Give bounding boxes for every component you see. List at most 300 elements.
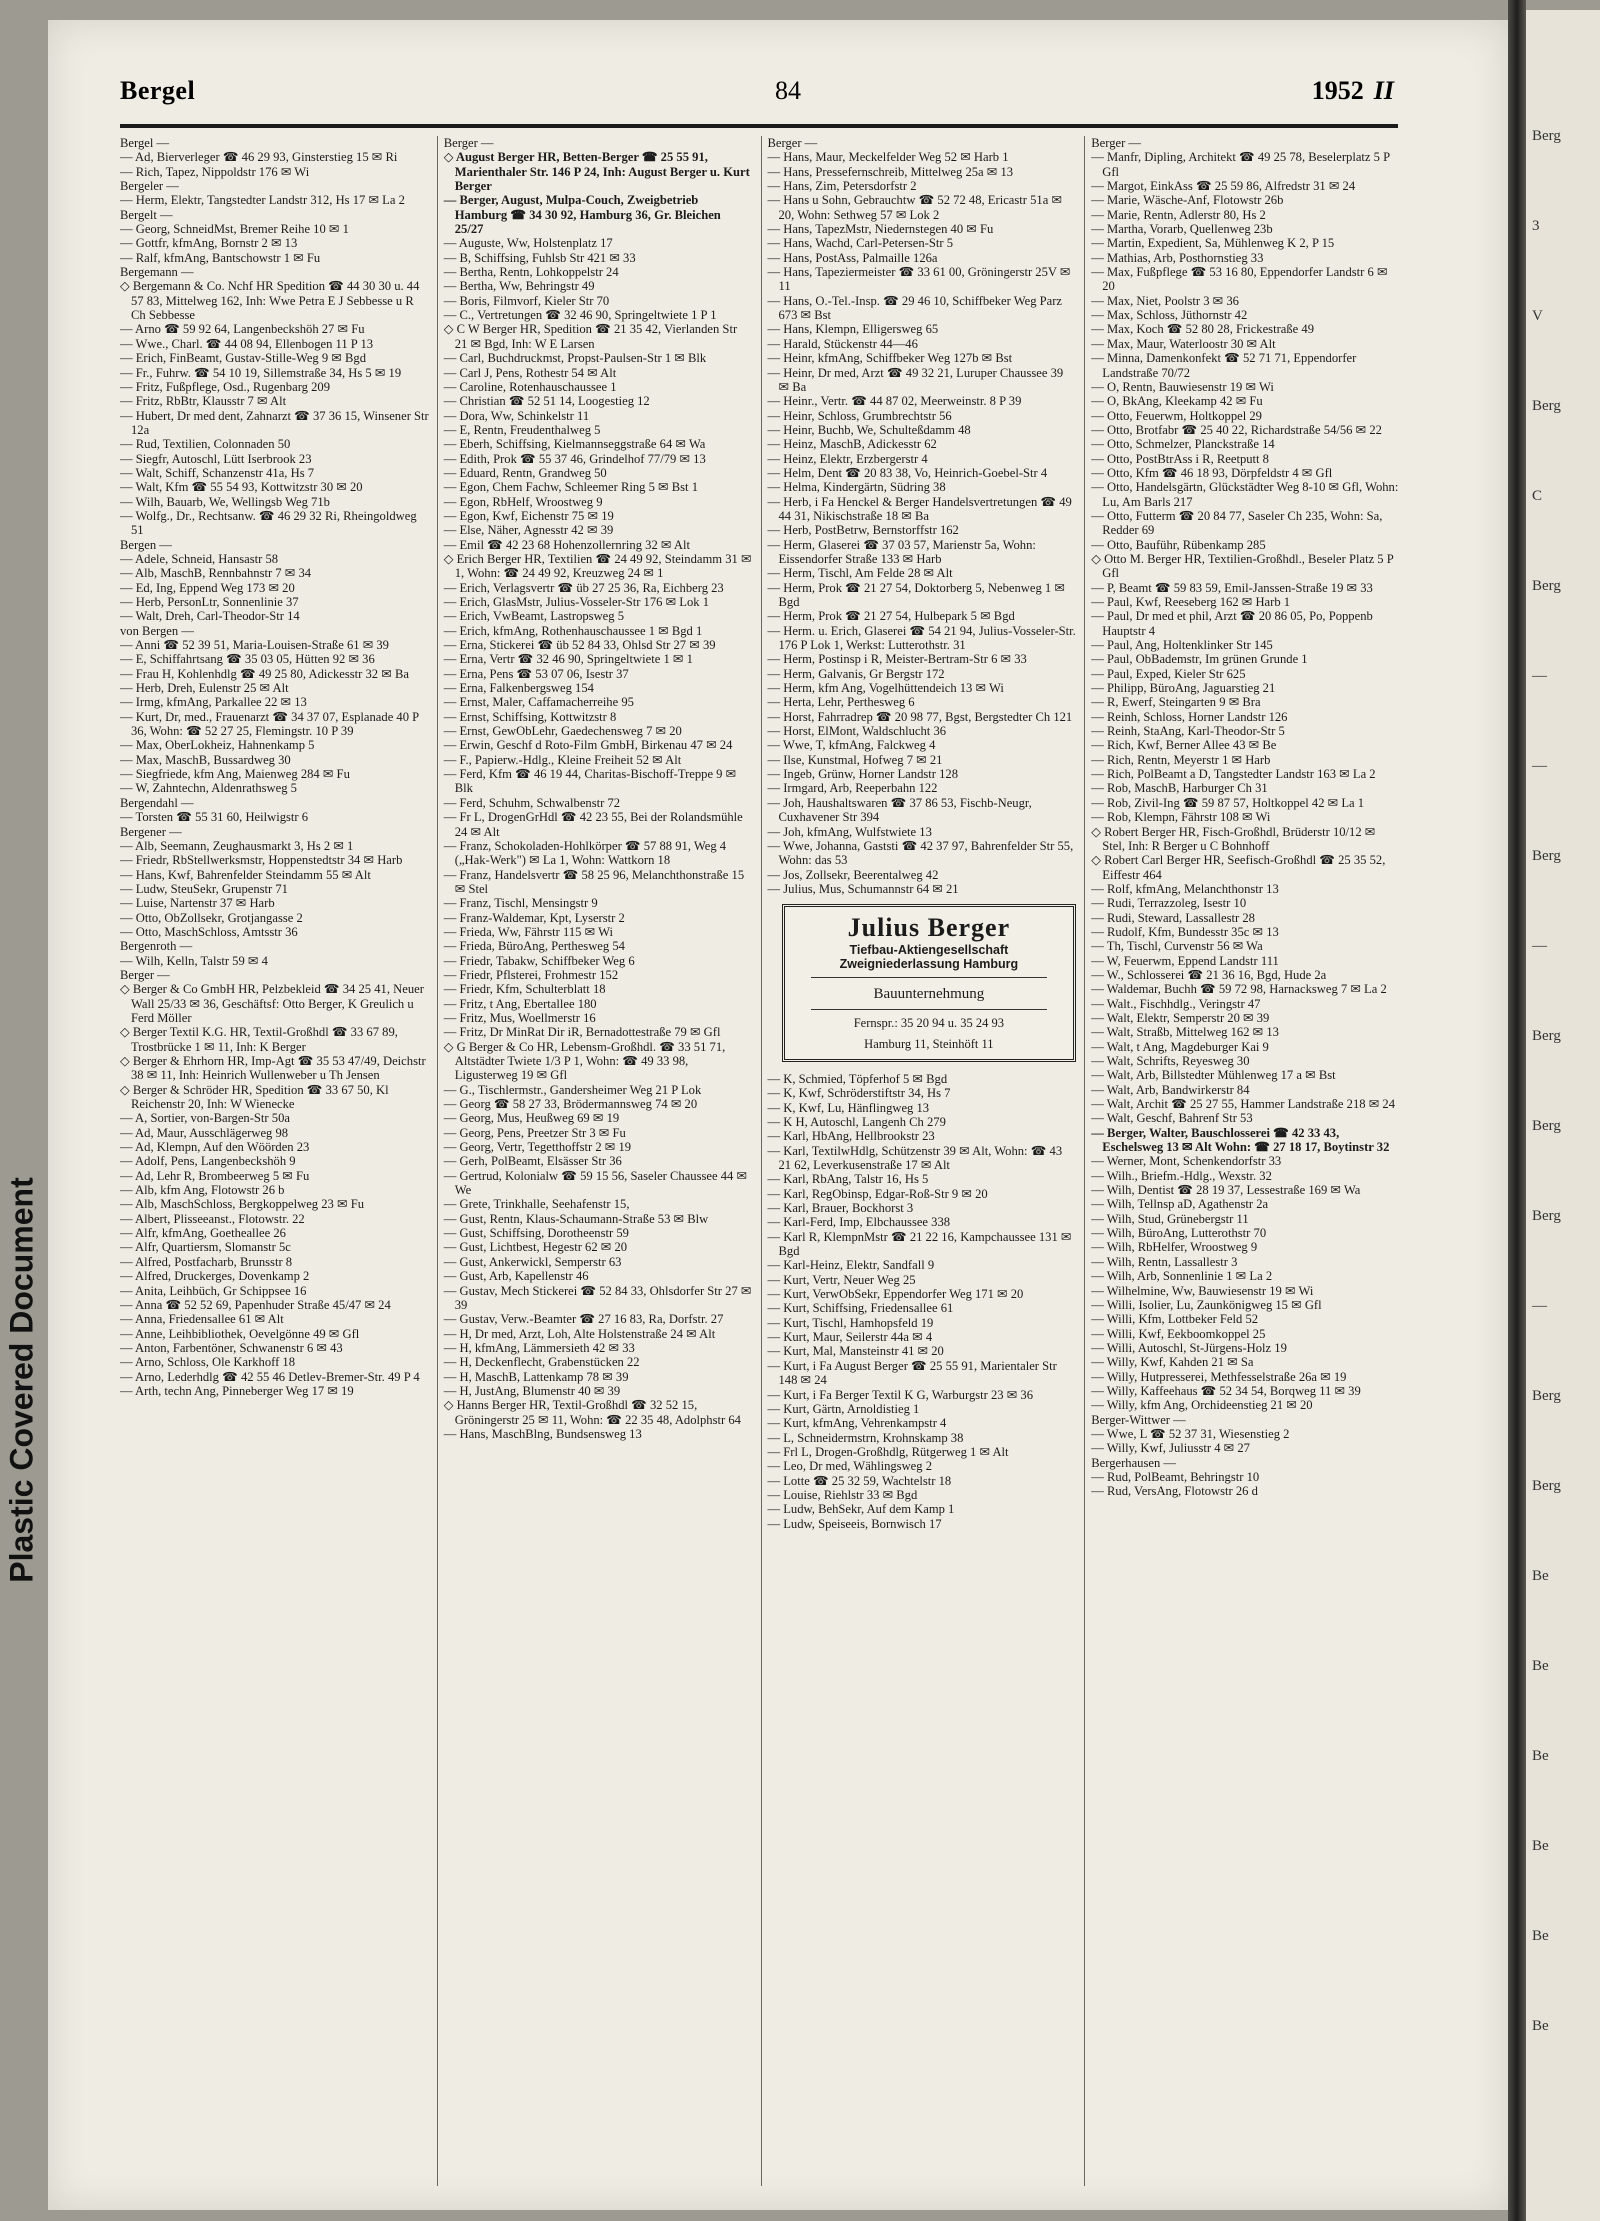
directory-entry: — Ernst, GewObLehr, Gaedechensweg 7 ✉ 20 (443, 724, 682, 739)
directory-entry: — Kurt, kfmAng, Vehrenkampstr 4 (767, 1416, 947, 1431)
directory-entry: — Philipp, BüroAng, Jaguarstieg 21 (1091, 681, 1276, 696)
directory-entry: — Willy, kfm Ang, Orchideenstieg 21 ✉ 20 (1091, 1398, 1313, 1413)
directory-entry: — Fritz, Dr MinRat Dir iR, Bernadottestraße 79 ✉ Gfl (443, 1025, 721, 1040)
directory-entry: — Heinr, Schloss, Grumbrechtstr 56 (767, 408, 952, 423)
directory-entry: — Gust, Rentn, Klaus-Schaumann-Straße 53 ✉ Blw (443, 1211, 709, 1226)
directory-entry: — Werner, Mont, Schenkendorfstr 33 (1091, 1154, 1282, 1169)
directory-entry: — Willi, Kwf, Eekboomkoppel 25 (1091, 1326, 1266, 1341)
directory-entry: — Lotte ☎ 25 32 59, Wachtelstr 18 (767, 1473, 952, 1488)
directory-entry: — Herb, Dreh, Eulenstr 25 ✉ Alt (120, 681, 289, 696)
directory-entry: — Manfr, Dipling, Architekt ☎ 49 25 78, Beselerplatz 5 P Gfl (1091, 150, 1390, 179)
adjacent-page-fragment: Berg (1532, 1208, 1561, 1224)
directory-entry: — Walt, Elektr, Semperstr 20 ✉ 39 (1091, 1010, 1270, 1025)
directory-entry: — Adele, Schneid, Hansastr 58 (120, 551, 279, 566)
surname-heading: Berger — (767, 136, 818, 150)
directory-entry: — W, Zahntechn, Aldenrathsweg 5 (120, 781, 297, 796)
directory-entry: — E, Rentn, Freudenthalweg 5 (443, 422, 601, 437)
directory-entry: — Heinr, kfmAng, Schiffbeker Weg 127b ✉ Bst (767, 351, 1013, 366)
directory-entry: — Siegfr, Autoschl, Lütt Iserbrook 23 (120, 451, 312, 466)
directory-entry: — Adolf, Pens, Langenbeckshöh 9 (120, 1154, 296, 1169)
directory-entry: — Hans, Tapeziermeister ☎ 33 61 00, Gröningerstr 25V ✉ 11 (767, 265, 1071, 294)
directory-entry: ◇ Berger & Ehrhorn HR, Imp-Agt ☎ 35 53 47/49, Deichstr 38 ✉ 11, Inh: Heinrich Wullenweber u Th Jensen (120, 1054, 426, 1083)
directory-entry: — Anna ☎ 52 52 69, Papenhuder Straße 45/47 ✉ 24 (120, 1297, 391, 1312)
directory-entry: — Erich, FinBeamt, Gustav-Stille-Weg 9 ✉ Bgd (120, 351, 366, 366)
directory-entry: — Willi, Isolier, Lu, Zaunkönigweg 15 ✉ Gfl (1091, 1297, 1322, 1312)
directory-entry: ◇ Robert Carl Berger HR, Seefisch-Großhdl ☎ 25 35 52, Eiffestr 464 (1091, 853, 1386, 882)
directory-entry: — Ernst, Schiffsing, Kottwitzstr 8 (443, 709, 617, 724)
directory-entry: — E, Schiffahrtsang ☎ 35 03 05, Hütten 92 ✉ 36 (120, 652, 375, 667)
directory-entry: — Ludw, BehSekr, Auf dem Kamp 1 (767, 1502, 955, 1517)
directory-entry: — Erna, Vertr ☎ 32 46 90, Springeltwiete 1 ✉ 1 (443, 652, 693, 667)
directory-entry: — Walt., Fischhdlg., Veringstr 47 (1091, 996, 1261, 1011)
directory-entry: — Ernst, Maler, Caffamacherreihe 95 (443, 695, 634, 710)
surname-heading: Bergeler — (120, 179, 179, 194)
directory-entry: — Alfred, Druckerges, Dovenkamp 2 (120, 1269, 310, 1284)
directory-entry: — Rob, Zivil-Ing ☎ 59 87 57, Holtkoppel 42 ✉ La 1 (1091, 795, 1365, 810)
directory-entry: — Rich, PolBeamt a D, Tangstedter Landstr 163 ✉ La 2 (1091, 767, 1376, 782)
directory-entry: — Wwe., Charl. ☎ 44 08 94, Ellenbogen 11 P 13 (120, 336, 374, 351)
surname-heading: Bergerhausen — (1091, 1455, 1176, 1470)
surname-heading: Bergelt — (120, 207, 173, 222)
directory-entry: — Marie, Rentn, Adlerstr 80, Hs 2 (1091, 207, 1266, 222)
directory-entry: — Reinh, StaAng, Karl-Theodor-Str 5 (1091, 724, 1285, 739)
directory-entry: — Ad, Bierverleger ☎ 46 29 93, Ginsterstieg 15 ✉ Ri (120, 150, 398, 165)
directory-entry: — Heinz, Elektr, Erzbergerstr 4 (767, 451, 928, 466)
directory-entry: — Karl-Heinz, Elektr, Sandfall 9 (767, 1258, 935, 1273)
directory-entry: — Reinh, Schloss, Horner Landstr 126 (1091, 709, 1288, 724)
directory-entry: — Fr L, DrogenGrHdl ☎ 42 23 55, Bei der Rolandsmühle 24 ✉ Alt (443, 810, 743, 839)
directory-entry: — Otto, Kfm ☎ 46 18 93, Dörpfeldstr 4 ✉ Gfl (1091, 465, 1333, 480)
adjacent-page-fragment: — (1532, 1298, 1547, 1314)
directory-entry: — Ad, Klempn, Auf den Wöörden 23 (120, 1140, 310, 1155)
directory-entry: — Marie, Wäsche-Anf, Flotowstr 26b (1091, 193, 1284, 208)
directory-entry: — Wwe, Johanna, Gaststi ☎ 42 37 97, Bahrenfelder Str 55, Wohn: das 53 (767, 838, 1074, 868)
directory-entry: — Alfred, Postfacharb, Brunsstr 8 (120, 1254, 293, 1269)
directory-entry: ◇ Berger Textil K.G. HR, Textil-Großhdl ☎ 33 67 89, Trostbrücke 1 ✉ 11, Inh: K Berger (120, 1025, 398, 1054)
directory-entry: — Anton, Farbentöner, Schwanenstr 6 ✉ 43 (120, 1340, 343, 1355)
directory-entry: — Anni ☎ 52 39 51, Maria-Louisen-Straße 61 ✉ 39 (120, 638, 389, 653)
directory-entry: — Rolf, kfmAng, Melanchthonstr 13 (1091, 881, 1279, 896)
directory-entry: — Helma, Kindergärtn, Südring 38 (767, 480, 946, 495)
directory-entry: — Kurt, i Fa August Berger ☎ 25 55 91, Marientaler Str 148 ✉ 24 (767, 1358, 1057, 1388)
directory-entry: — A, Sortier, von-Bargen-Str 50a (120, 1111, 290, 1126)
directory-entry: — Walt, Schiff, Schanzenstr 41a, Hs 7 (120, 465, 315, 480)
directory-entry: — Hans, Zim, Petersdorfstr 2 (767, 179, 917, 194)
directory-entry: — Erna, Pens ☎ 53 07 06, Isestr 37 (443, 666, 629, 681)
directory-entry: ◇ Erich Berger HR, Textilien ☎ 24 49 92, Steindamm 31 ✉ 1, Wohn: ☎ 24 49 92, Kreuzweg 24 ✉ 1 (443, 551, 752, 581)
directory-entry: — Carl, Buchdruckmst, Propst-Paulsen-Str 1 ✉ Blk (443, 351, 707, 366)
directory-entry: — Bertha, Ww, Behringstr 49 (443, 279, 595, 294)
directory-entry: — Irmg, kfmAng, Parkallee 22 ✉ 13 (120, 695, 307, 710)
directory-entry: — Kurt, Schiffsing, Friedensallee 61 (767, 1301, 954, 1316)
directory-entry: — Erna, Falkenbergsweg 154 (443, 681, 594, 696)
surname-heading: Berger — (1091, 136, 1142, 150)
directory-entry: — Eduard, Rentn, Grandweg 50 (443, 465, 607, 480)
directory-entry: — Max, Koch ☎ 52 80 28, Frickestraße 49 (1091, 322, 1314, 337)
directory-entry: — Else, Näher, Agnesstr 42 ✉ 39 (443, 523, 614, 538)
directory-entry: — Siegfriede, kfm Ang, Maienweg 284 ✉ Fu (120, 767, 350, 782)
directory-entry: — H, Deckenflecht, Grabenstücken 22 (443, 1355, 640, 1370)
directory-entry: — Rich, Tapez, Nippoldstr 176 ✉ Wi (120, 164, 310, 179)
directory-entry: — Karl, Brauer, Bockhorst 3 (767, 1201, 914, 1216)
directory-entry: — Friedr, RbStellwerksmstr, Hoppenstedtstr 34 ✉ Harb (120, 853, 403, 868)
directory-entry: — Ferd, Schuhm, Schwalbenstr 72 (443, 795, 621, 810)
directory-entry: — Fritz, Mus, Woellmerstr 16 (443, 1010, 596, 1025)
directory-entry: — Gottfr, kfmAng, Bornstr 2 ✉ 13 (120, 236, 298, 251)
directory-entry: — Dora, Ww, Schinkelstr 11 (443, 408, 590, 423)
directory-entry: — Horst, ElMont, Waldschlucht 36 (767, 724, 947, 739)
directory-entry: — B, Schiffsing, Fuhlsb Str 421 ✉ 33 (443, 250, 636, 265)
directory-entry: — Kurt, Vertr, Neuer Weg 25 (767, 1272, 916, 1287)
adjacent-page-edge (1526, 10, 1600, 2221)
page-header (120, 62, 1400, 122)
directory-entry: — Walt, Dreh, Carl-Theodor-Str 14 (120, 609, 300, 624)
directory-entry: — Mathias, Arb, Posthornstieg 33 (1091, 250, 1264, 265)
directory-entry: — Arno, Schloss, Ole Karkhoff 18 (120, 1355, 296, 1370)
directory-entry: — Martin, Expedient, Sa, Mühlenweg K 2, P 15 (1091, 236, 1335, 251)
directory-entry: — Ilse, Kunstmal, Hofweg 7 ✉ 21 (767, 752, 943, 767)
directory-entry: — Herb, PersonLtr, Sonnenlinie 37 (120, 595, 299, 609)
book-gutter (1508, 0, 1526, 2221)
directory-entry: — Willy, Kwf, Juliusstr 4 ✉ 27 (1091, 1441, 1250, 1456)
adjacent-page-fragment: Berg (1532, 1118, 1561, 1134)
directory-entry: — Th, Tischl, Curvenstr 56 ✉ Wa (1091, 939, 1263, 954)
plastic-covered-label (3, 1177, 40, 1583)
directory-entry: — Hans, Kwf, Bahrenfelder Steindamm 55 ✉ Alt (120, 867, 371, 882)
column-2 (437, 136, 753, 2186)
directory-entry: — Frau H, Kohlenhdlg ☎ 49 25 80, Adickesstr 32 ✉ Ba (120, 666, 409, 681)
adjacent-page-fragment: Berg (1532, 848, 1561, 864)
directory-entry: — Franz, Schokoladen-Hohlkörper ☎ 57 88 91, Weg 4 („Hak-Werk") ✉ La 1, Wohn: Wattkorn 18 (443, 838, 727, 868)
directory-entry: — Wwe, T, kfmAng, Falckweg 4 (767, 738, 936, 753)
directory-entry: — Paul, Kwf, Reeseberg 162 ✉ Harb 1 (1091, 595, 1291, 609)
column-1 (120, 136, 429, 2186)
directory-entry: — Karl, RbAng, Talstr 16, Hs 5 (767, 1172, 929, 1187)
directory-entry: — Joh, Haushaltswaren ☎ 37 86 53, Fischb-Neugr, Cuxhavener Str 394 (767, 795, 1032, 825)
directory-entry: — Margot, EinkAss ☎ 25 59 86, Alfredstr 31 ✉ 24 (1091, 179, 1356, 194)
directory-entry: — Gertrud, Kolonialw ☎ 59 15 56, Saseler Chaussee 44 ✉ We (443, 1168, 748, 1198)
directory-entry: — Georg, Vertr, Tegetthoffstr 2 ✉ 19 (443, 1140, 632, 1155)
adjacent-page-fragment: — (1532, 938, 1547, 954)
directory-entry: — Paul, Exped, Kieler Str 625 (1091, 666, 1246, 681)
directory-entry: — Alfr, Quartiersm, Slomanstr 5c (120, 1240, 291, 1255)
directory-entry: — Max, OberLokheiz, Hahnenkamp 5 (120, 738, 315, 753)
directory-entry: — Walt, Arb, Bandwirkerstr 84 (1091, 1082, 1250, 1097)
directory-entry: — Boris, Filmvorf, Kieler Str 70 (443, 293, 610, 308)
directory-entry: — Alb, MaschSchloss, Bergkoppelweg 23 ✉ Fu (120, 1197, 364, 1212)
directory-entry: — Hans, Wachd, Carl-Petersen-Str 5 (767, 236, 954, 251)
directory-entry: — Egon, RbHelf, Wroostweg 9 (443, 494, 603, 509)
directory-entry: — Erich, kfmAng, Rothenhauschaussee 1 ✉ Bgd 1 (443, 623, 703, 638)
directory-entry: — Rud, PolBeamt, Behringstr 10 (1091, 1469, 1260, 1484)
directory-entry: — Ed, Ing, Eppend Weg 173 ✉ 20 (120, 580, 295, 595)
directory-entry: — H, MaschB, Lattenkamp 78 ✉ 39 (443, 1369, 629, 1384)
directory-entry: — Paul, ObBademstr, Im grünen Grunde 1 (1091, 652, 1308, 667)
directory-entry: — Ad, Lehr R, Brombeerweg 5 ✉ Fu (120, 1168, 310, 1183)
directory-entry: — Hubert, Dr med dent, Zahnarzt ☎ 37 36 15, Winsener Str 12a (120, 408, 429, 437)
directory-entry: — Alb, kfm Ang, Flotowstr 26 b (120, 1183, 285, 1198)
directory-entry: — Walt, Geschf, Bahrenf Str 53 (1091, 1111, 1253, 1126)
directory-entry: — Otto, ObZollsekr, Grotjangasse 2 (120, 910, 303, 925)
directory-entry: — K, Kwf, Lu, Hänflingweg 13 (767, 1100, 930, 1115)
directory-entry: — Georg ☎ 58 27 33, Brödermannsweg 74 ✉ 20 (443, 1097, 698, 1112)
directory-entry: — Ludw, SteuSekr, Grupenstr 71 (120, 881, 288, 896)
directory-entry: — Fritz, Fußpflege, Osd., Rugenbarg 209 (120, 379, 330, 394)
directory-entry: — Kurt, Mal, Mansteinstr 41 ✉ 20 (767, 1344, 944, 1359)
directory-entry: — Karl, TextilwHdlg, Schützenstr 39 ✉ Alt, Wohn: ☎ 43 21 62, Leverkusenstraße 17 ✉ Alt (767, 1143, 1063, 1172)
directory-entry: — Gust, Schiffsing, Dorotheenstr 59 (443, 1226, 629, 1241)
directory-entry: — Wilhelmine, Ww, Bauwiesenstr 19 ✉ Wi (1091, 1283, 1314, 1298)
adjacent-page-fragment: — (1532, 668, 1547, 684)
directory-entry: — Herm, Postinsp i R, Meister-Bertram-Str 6 ✉ 33 (767, 652, 1027, 667)
directory-entry: — Hans, Maur, Meckelfelder Weg 52 ✉ Harb 1 (767, 150, 1009, 165)
directory-entry: — Karl R, KlempnMstr ☎ 21 22 16, Kampchaussee 131 ✉ Bgd (767, 1229, 1072, 1259)
directory-entry: — Irmgard, Arb, Reeperbahn 122 (767, 781, 938, 796)
directory-entry: — O, Rentn, Bauwiesenstr 19 ✉ Wi (1091, 379, 1274, 394)
adjacent-page-fragment: Be (1532, 1838, 1549, 1854)
directory-entry: ◇ G Berger & Co HR, Lebensm-Großhdl. ☎ 33 51 71, Altstädter Twiete 1/3 P 1, Wohn: ☎ 49 33 98, Ligusterweg 19 ✉ Gfl (443, 1039, 726, 1083)
directory-entry: ◇ Berger & Schröder HR, Spedition ☎ 33 67 50, Kl Reichenstr 20, Inh: W Wienecke (120, 1082, 389, 1112)
adjacent-page-fragment: V (1532, 308, 1543, 324)
directory-entry: — Herta, Lehr, Perthesweg 6 (767, 695, 915, 710)
surname-heading: Bergendahl — (120, 795, 194, 810)
directory-entry: — Wilh, BüroAng, Lutterothstr 70 (1091, 1226, 1267, 1241)
directory-entry: — Wilh, Arb, Sonnenlinie 1 ✉ La 2 (1091, 1269, 1273, 1284)
directory-entry: — W., Schlosserei ☎ 21 36 16, Bgd, Hude 2a (1091, 967, 1327, 982)
directory-entry: — Franz, Handelsvertr ☎ 58 25 96, Melanchthonstraße 15 ✉ Stel (443, 867, 745, 896)
directory-entry: — Hans, Pressefernschreib, Mittelweg 25a ✉ 13 (767, 164, 1014, 179)
directory-columns (120, 136, 1400, 2186)
directory-entry: ◇ August Berger HR, Betten-Berger ☎ 25 55 91, Marienthaler Str. 146 P 24, Inh: August Berger u. Kurt Berger (443, 150, 750, 194)
directory-entry: — Karl-Ferd, Imp, Elbchaussee 338 (767, 1215, 951, 1230)
directory-entry: — L, Schneidermstrn, Krohnskamp 38 (767, 1430, 964, 1445)
directory-entry: — Gerh, PolBeamt, Elsässer Str 36 (443, 1154, 622, 1169)
adjacent-page-fragment: Be (1532, 1568, 1549, 1584)
directory-entry: — Max, MaschB, Bussardweg 30 (120, 752, 291, 767)
directory-entry: — Erich, GlasMstr, Julius-Vosseler-Str 176 ✉ Lok 1 (443, 595, 710, 609)
directory-entry: — R, Ewerf, Steingarten 9 ✉ Bra (1091, 695, 1261, 710)
ad-divider (811, 1009, 1048, 1010)
directory-entry: — Egon, Kwf, Eichenstr 75 ✉ 19 (443, 508, 614, 523)
directory-entry: — Kurt, Maur, Seilerstr 44a ✉ 4 (767, 1330, 933, 1345)
directory-entry: — Gust, Ankerwickl, Semperstr 63 (443, 1254, 622, 1269)
directory-entry: — Friedr, Tabakw, Schiffbeker Weg 6 (443, 953, 635, 968)
directory-entry: — Rudi, Terrazzoleg, Isestr 10 (1091, 896, 1247, 911)
column-4 (1084, 136, 1400, 2186)
directory-entry: — Kurt, Gärtn, Arnoldistieg 1 (767, 1401, 920, 1416)
directory-entry: — Willy, Kwf, Kahden 21 ✉ Sa (1091, 1355, 1254, 1370)
directory-entry: — Ludw, Speiseeis, Bornwisch 17 (767, 1516, 942, 1531)
directory-entry: — Willy, Kaffeehaus ☎ 52 34 54, Borqweg 11 ✉ 39 (1091, 1383, 1361, 1398)
directory-entry: — Hans, Klempn, Elligersweg 65 (767, 322, 939, 337)
directory-entry: — Erna, Stickerei ☎ üb 52 84 33, Ohlsd Str 27 ✉ 39 (443, 638, 716, 653)
directory-entry: — Gustav, Verw.-Beamter ☎ 27 16 83, Ra, Dorfstr. 27 (443, 1312, 724, 1327)
directory-entry: — Heinz, MaschB, Adickesstr 62 (767, 437, 937, 452)
directory-entry: — Louise, Riehlstr 33 ✉ Bgd (767, 1487, 918, 1502)
directory-entry: — Egon, Chem Fachw, Schleemer Ring 5 ✉ Bst 1 (443, 480, 698, 495)
directory-entry: — Wwe, L ☎ 52 37 31, Wiesenstieg 2 (1091, 1426, 1290, 1441)
directory-entry: — Rud, VersAng, Flotowstr 26 d (1091, 1484, 1258, 1499)
directory-entry: — Jos, Zollsekr, Beerentalweg 42 (767, 867, 939, 882)
surname-heading: Berger — (443, 136, 494, 150)
header-year (1312, 76, 1394, 106)
directory-entry: — Otto, Brotfabr ☎ 25 40 22, Richardstraße 54/56 ✉ 22 (1091, 422, 1382, 437)
directory-entry: — Otto, PostBtrAss i R, Reetputt 8 (1091, 451, 1269, 466)
directory-entry: — Wilh, Stud, Grünebergstr 11 (1091, 1211, 1249, 1226)
directory-entry: — Joh, kfmAng, Wulfstwiete 13 (767, 824, 932, 839)
directory-entry: — Rudolf, Kfm, Bundesstr 35c ✉ 13 (1091, 924, 1279, 939)
directory-entry: — G., Tischlermstr., Gandersheimer Weg 21 P Lok (443, 1082, 702, 1097)
directory-entry: — Friedr, Pflsterei, Frohmestr 152 (443, 967, 619, 982)
surname-heading: Bergenroth — (120, 939, 193, 954)
directory-entry: — F., Papierw.-Hdlg., Kleine Freiheit 52 ✉ Alt (443, 752, 682, 767)
directory-entry: — Alb, Seemann, Zeughausmarkt 3, Hs 2 ✉ 1 (120, 838, 354, 853)
directory-entry: — Alfr, kfmAng, Goetheallee 26 (120, 1226, 286, 1241)
directory-entry: — Rud, Textilien, Colonnaden 50 (120, 437, 291, 452)
directory-entry: ◇ Berger & Co GmbH HR, Pelzbekleid ☎ 34 25 41, Neuer Wall 25/33 ✉ 36, Geschäftsf: Otto Berger, K Greulich u Ferd Möller (120, 982, 424, 1025)
directory-entry: — Otto, Futterm ☎ 20 84 77, Saseler Ch 235, Wohn: Sa, Redder 69 (1091, 508, 1383, 538)
directory-entry: — Arno, Lederhdlg ☎ 42 55 46 Detlev-Bremer-Str. 49 P 4 (120, 1369, 420, 1384)
adjacent-page-fragment: Berg (1532, 1478, 1561, 1494)
directory-entry: — Leo, Dr med, Wählingsweg 2 (767, 1459, 932, 1474)
directory-entry: — Auguste, Ww, Holstenplatz 17 (443, 236, 613, 251)
directory-entry: — H, JustAng, Blumenstr 40 ✉ 39 (443, 1383, 621, 1398)
directory-entry: — Berger, Walter, Bauschlosserei ☎ 42 33 43, Eschelsweg 13 ✉ Alt Wohn: ☎ 27 18 17, Boytinstr 32 (1091, 1125, 1390, 1155)
directory-entry: — Anna, Friedensallee 61 ✉ Alt (120, 1312, 284, 1327)
adjacent-page-fragment: Berg (1532, 1028, 1561, 1044)
directory-entry: — Hans, PostAss, Palmaille 126a (767, 250, 938, 265)
adjacent-page-fragment: Berg (1532, 1388, 1561, 1404)
directory-entry: — Hans u Sohn, Gebrauchtw ☎ 52 72 48, Ericastr 51a ✉ 20, Wohn: Sethweg 57 ✉ Lok 2 (767, 193, 1063, 222)
ad-line-1: Tiefbau-Aktiengesellschaft (849, 942, 1009, 957)
directory-entry: — Herm, Prok ☎ 21 27 54, Hulbepark 5 ✉ Bgd (767, 609, 1015, 624)
directory-entry: — Frl L, Drogen-Großhdlg, Rütgerweg 1 ✉ Alt (767, 1444, 1009, 1459)
directory-entry: — Edith, Prok ☎ 55 37 46, Grindelhof 77/79 ✉ 13 (443, 451, 706, 466)
directory-entry: — Frieda, BüroAng, Perthesweg 54 (443, 939, 625, 954)
directory-entry: — O, BkAng, Kleekamp 42 ✉ Fu (1091, 394, 1263, 409)
directory-entry: — Walt, Arb, Billstedter Mühlenweg 17 a ✉ Bst (1091, 1068, 1336, 1083)
directory-entry: — Willy, Hutpresserei, Methfesselstraße 26a ✉ 19 (1091, 1369, 1347, 1384)
directory-entry: — Kurt, i Fa Berger Textil K G, Warburgstr 23 ✉ 36 (767, 1387, 1034, 1402)
surname-heading: Berger — (120, 967, 170, 982)
directory-entry: — Walt, t Ang, Magdeburger Kai 9 (1091, 1039, 1269, 1054)
directory-entry: — Arno ☎ 59 92 64, Langenbeckshöh 27 ✉ Fu (120, 322, 365, 337)
adjacent-page-fragment: Berg (1532, 578, 1561, 594)
directory-entry: — Ingeb, Grünw, Horner Landstr 128 (767, 767, 958, 782)
directory-entry: — Walt, Straßb, Mittelweg 162 ✉ 13 (1091, 1025, 1279, 1040)
directory-entry: — Herb, i Fa Henckel & Berger Handelsvertretungen ☎ 49 44 31, Nikischstraße 18 ✉ Ba (767, 494, 1072, 523)
directory-entry: — Erich, VwBeamt, Lastropsweg 5 (443, 609, 624, 624)
directory-entry: — Otto, Schmelzer, Planckstraße 14 (1091, 437, 1275, 452)
page-number: 84 (775, 76, 801, 105)
directory-entry: — Herm, kfm Ang, Vogelhüttendeich 13 ✉ Wi (767, 681, 1004, 696)
directory-entry: — Wolfg., Dr., Rechtsanw. ☎ 46 29 32 Ri, Rheingoldweg 51 (120, 508, 417, 538)
directory-entry: — Rob, MaschB, Harburger Ch 31 (1091, 781, 1268, 796)
directory-entry: — Rich, Rentn, Meyerstr 1 ✉ Harb (1091, 752, 1271, 767)
directory-entry: ◇ Robert Berger HR, Fisch-Großhdl, Brüderstr 10/12 ✉ Stel, Inh: R Berger u C Bohnhoff (1091, 824, 1376, 853)
directory-entry: — Torsten ☎ 55 31 60, Heilwigstr 6 (120, 810, 309, 825)
directory-entry: — Willi, Kfm, Lottbeker Feld 52 (1091, 1312, 1259, 1327)
directory-entry: — H, Dr med, Arzt, Loh, Alte Holstenstraße 24 ✉ Alt (443, 1326, 716, 1341)
adjacent-page-fragment: C (1532, 488, 1543, 504)
directory-entry: — Berger, August, Mulpa-Couch, Zweigbetrieb Hamburg ☎ 34 30 92, Hamburg 36, Gr. Bleichen 25/27 (443, 193, 721, 237)
directory-entry: — Horst, Fahrradrep ☎ 20 98 77, Bgst, Bergstedter Ch 121 (767, 709, 1073, 724)
adjacent-page-fragment: Be (1532, 2018, 1549, 2034)
directory-entry: — Paul, Dr med et phil, Arzt ☎ 20 86 05, Po, Poppenb Hauptstr 4 (1091, 609, 1373, 638)
directory-entry: — Luise, Nartenstr 37 ✉ Harb (120, 896, 275, 911)
directory-entry: — Max, Fußpflege ☎ 53 16 80, Eppendorfer Landstr 6 ✉ 20 (1091, 265, 1388, 294)
surname-heading: Berger-Wittwer — (1091, 1412, 1186, 1427)
directory-entry: — Herm, Prok ☎ 21 27 54, Doktorberg 5, Nebenweg 1 ✉ Bgd (767, 580, 1065, 609)
directory-entry: — Otto, Bauführ, Rübenkamp 285 (1091, 537, 1266, 552)
directory-entry: — Georg, Pens, Preetzer Str 3 ✉ Fu (443, 1125, 626, 1140)
adjacent-page-fragment: — (1532, 758, 1547, 774)
directory-entry: — Paul, Ang, Holtenklinker Str 145 (1091, 638, 1273, 653)
adjacent-page-fragment: Be (1532, 1928, 1549, 1944)
directory-entry: — Herm, Glaserei ☎ 37 03 57, Marienstr 5a, Wohn: Eissendorfer Straße 133 ✉ Harb (767, 537, 1036, 566)
directory-entry: — Fr., Fuhrw. ☎ 54 10 19, Sillemstraße 34, Hs 5 ✉ 19 (120, 365, 402, 380)
directory-entry: — Willi, Autoschl, St-Jürgens-Holz 19 (1091, 1340, 1287, 1355)
directory-entry: — Herb, PostBetrw, Bernstorffstr 162 (767, 523, 959, 538)
directory-entry: — Otto, Feuerwm, Holtkoppel 29 (1091, 408, 1262, 423)
directory-entry: — Otto, MaschSchloss, Amtsstr 36 (120, 924, 298, 939)
directory-entry: — Fritz, t Ang, Ebertallee 180 (443, 996, 597, 1011)
surname-heading: Bergener — (120, 824, 182, 839)
directory-entry: — Christian ☎ 52 51 14, Loogestieg 12 (443, 394, 650, 409)
directory-entry: — Walt, Kfm ☎ 55 54 93, Kottwitzstr 30 ✉ 20 (120, 480, 363, 495)
adjacent-page-fragment: Be (1532, 1658, 1549, 1674)
directory-entry: — Wilh, Tellnsp aD, Agathenstr 2a (1091, 1197, 1269, 1212)
adjacent-page-fragment: Berg (1532, 398, 1561, 414)
directory-entry: — Rich, Kwf, Berner Allee 43 ✉ Be (1091, 738, 1277, 753)
directory-entry: — Gust, Lichtbest, Hegestr 62 ✉ 20 (443, 1240, 628, 1255)
directory-entry: — Max, Maur, Waterloostr 30 ✉ Alt (1091, 336, 1276, 351)
directory-entry: — Minna, Damenkonfekt ☎ 52 71 71, Eppendorfer Landstraße 70/72 (1091, 351, 1357, 380)
directory-entry: — Hans, TapezMstr, Niedernstegen 40 ✉ Fu (767, 222, 994, 237)
volume-numeral: II (1373, 76, 1394, 105)
directory-entry: — Georg, Mus, Heußweg 69 ✉ 19 (443, 1111, 620, 1126)
adjacent-page-fragment: 3 (1532, 218, 1540, 234)
directory-entry: — Kurt, Tischl, Hamhopsfeld 19 (767, 1315, 934, 1330)
adjacent-page-fragment: Be (1532, 1748, 1549, 1764)
directory-entry: — H, kfmAng, Lämmersieth 42 ✉ 33 (443, 1340, 635, 1355)
directory-entry: — Wilh, Bauarb, We, Wellingsb Weg 71b (120, 494, 330, 509)
directory-entry: — Wilh, Rentn, Lassallestr 3 (1091, 1254, 1238, 1269)
directory-entry: — Rudi, Steward, Lassallestr 28 (1091, 910, 1255, 925)
directory-entry: — Hans, MaschBlng, Bundsensweg 13 (443, 1426, 642, 1441)
directory-entry: — Bertha, Rentn, Lohkoppelstr 24 (443, 265, 619, 280)
surname-heading: Bergemann — (120, 265, 194, 280)
directory-entry: — Karl, HbAng, Hellbrookstr 23 (767, 1129, 935, 1144)
directory-entry: — Harald, Stückenstr 44—46 (767, 336, 918, 351)
directory-entry: — Arth, techn Ang, Pinneberger Weg 17 ✉ 19 (120, 1383, 354, 1398)
directory-entry: — Heinr., Vertr. ☎ 44 87 02, Meerweinstr. 8 P 39 (767, 394, 1022, 409)
directory-entry: — Wilh, Dentist ☎ 28 19 37, Lessestraße 169 ✉ Wa (1091, 1183, 1361, 1198)
directory-entry: — Heinr, Buchb, We, Schulteßdamm 48 (767, 422, 971, 437)
directory-entry: — Waldemar, Buchh ☎ 59 72 98, Harnacksweg 7 ✉ La 2 (1091, 982, 1387, 997)
directory-entry: — C., Vertretungen ☎ 32 46 90, Springeltwiete 1 P 1 (443, 308, 717, 323)
directory-entry: — K, Kwf, Schröderstiftstr 34, Hs 7 (767, 1086, 951, 1101)
directory-entry: — Carl J, Pens, Rothestr 54 ✉ Alt (443, 365, 617, 380)
directory-entry: — Emil ☎ 42 23 68 Hohenzollernring 32 ✉ Alt (443, 537, 691, 552)
directory-entry: — Max, Schloss, Jüthornstr 42 (1091, 308, 1248, 323)
directory-entry: — Walt, Archit ☎ 25 27 55, Hammer Landstraße 218 ✉ 24 (1091, 1097, 1395, 1112)
directory-entry: — K, Schmied, Töpferhof 5 ✉ Bgd (767, 1071, 948, 1086)
directory-entry: — Otto, Handelsgärtn, Glückstädter Weg 8-10 ✉ Gfl, Wohn: Lu, Am Barls 217 (1091, 480, 1399, 509)
header-keyword: Bergel (120, 76, 196, 105)
directory-entry: — Franz, Tischl, Mensingstr 9 (443, 896, 598, 911)
directory-entry: — Rob, Klempn, Fährstr 108 ✉ Wi (1091, 810, 1271, 825)
